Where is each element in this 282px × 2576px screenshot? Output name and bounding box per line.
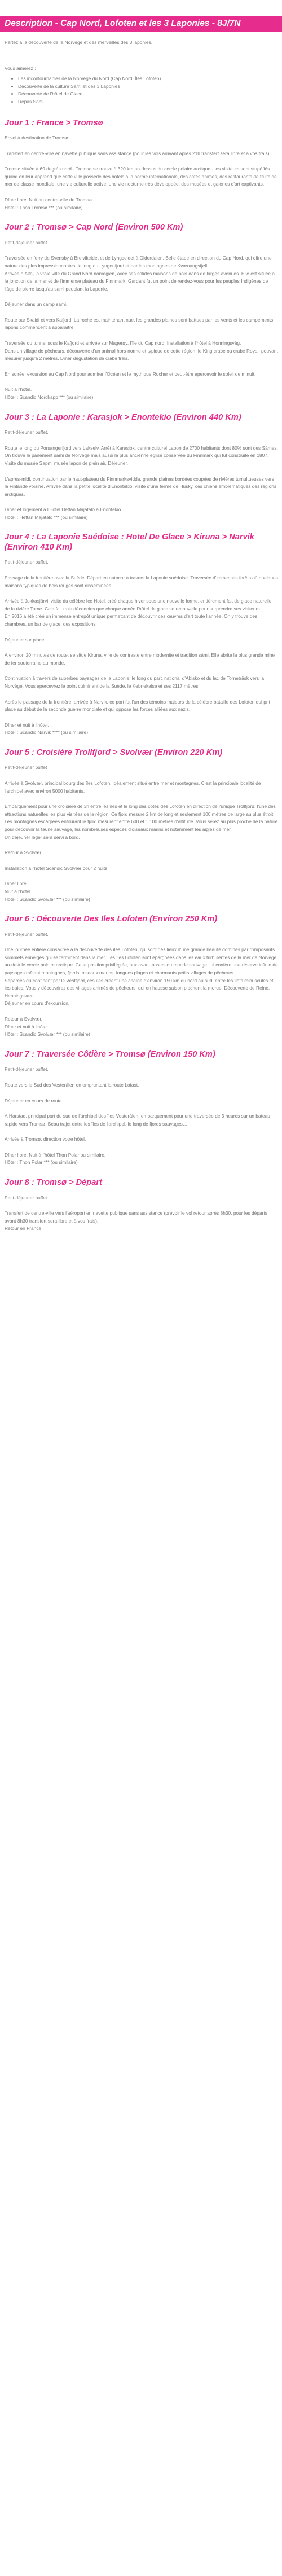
day-title: Jour 1 : France > Tromsø: [5, 118, 103, 128]
paragraph-line: Après le passage de la frontière, arrivée à Narvik, ce port fut l'un des témoins majeurs de la célèbre bataille des Lofoten qui prit place au début de la seconde guerre mondiale et qui opposa les forces alliées aux nazis.: [5, 698, 270, 713]
day-title: Jour 8 : Tromsø > Départ: [5, 1178, 102, 1188]
paragraph-line: Retour à Svolvær.: [5, 1016, 43, 1022]
paragraph-line: Embarquement pour une croisière de 3h entre les îles et le long des côtes des Lofoten en direction de l'unique Trollfjord, l'une des attractions naturelles les plus visitées de la région. Ce fjord mesure 2 km de long et seulement 100 mètres de large au plus étroit. Les montagnes escarpées entourant le fjord mesurent entre 600 et 1 100 mètres d'altitude. Vous serez au plus proche de la nature pour découvrir la faune sauvage, les nombreuses espèces d'oiseaux marins et notamment les aigles de mer.: [5, 803, 278, 833]
day-paragraph: [5, 780, 278, 795]
paragraph-line: Petit-déjeuner buffet.: [5, 931, 49, 937]
paragraph-line: Route vers le Sud des Vesterålen en empruntant la route Lofast.: [5, 1082, 139, 1088]
paragraph-line: Hôtel : Scandic Svolvær *** (ou similaire): [5, 1031, 90, 1038]
day-paragraph: [5, 865, 278, 873]
paragraph-line: Retour en France: [5, 1225, 42, 1232]
paragraph-line: À Harstad, principal port du sud de l'archipel des îles Vesterålen, embarquement pour une traversée de 3 heures sur un bateau rapide vers Tromsø. Beau trajet entre les îles de l'archipel, le long de fjords sauvages…: [5, 1113, 270, 1127]
paragraph-line: À environ 20 minutes de route, se situe Kiruna, ville de contraste entre modernité et tradition sámi. Elle abrite la plus grande mine de fer souterraine au monde.: [5, 652, 275, 666]
day-paragraph: [5, 636, 278, 644]
day-paragraph: [5, 880, 278, 903]
day-paragraph: [5, 386, 278, 401]
paragraph-line: Hôtel : Hettan Majatalo *** (ou similaire): [5, 514, 88, 520]
paragraph-line: Hôtel : Thon Polar *** (ou similaire): [5, 1159, 78, 1166]
day-paragraph: [5, 1113, 278, 1128]
day-paragraph: [5, 316, 278, 332]
paragraph-line: Séparées du continent par le Vestfjord, ces îles créent une chaîne d'environ 150 km du nord au sud, entre les îlots minuscules et les baies. Vous y découvrirez des villages animés de pêcheurs, qui en hausse saison piochent la morue. Découverte de Reine, Henningsvær…: [5, 977, 274, 999]
day-section: [5, 413, 278, 522]
day-paragraph: [5, 196, 278, 212]
day-paragraph: [5, 476, 278, 499]
day-paragraph: [5, 946, 278, 1008]
paragraph-line: Tromsø située à 69 degrés nord - Tromsø se trouve à 320 km au-dessus du cercle polaire arctique - les visiteurs sont stupéfiés quand on leur apprend que cette ville possède des hôtels à la norme internationale, des cafés animés, des restaurants de fruits de mer de classe mondiale, une vie culturelle active, une vie nocturne très développée, des musées et galeries d'art captivants.: [5, 166, 277, 187]
highlights-title: Vous aimerez :: [5, 65, 36, 71]
day-paragraph: [5, 254, 278, 293]
day-section: [5, 748, 278, 903]
paragraph-line: Traversée en ferry de Svensby à Breivikeidet et de Lyngseidet à Olderdalen. Belle étape en direction du Cap Nord, qui offre une nature des plus impressionnantes, le long du Lyngenfjord et par les montagnes de Kvænangsfjell.: [5, 255, 272, 269]
day-title: Jour 6 : Découverte Des Iles Lofoten (Environ 250 Km): [5, 915, 218, 924]
day-paragraph: [5, 506, 278, 521]
page-header: [0, 16, 282, 32]
day-title: Jour 4 : La Laponie Suédoise : Hotel De Glace > Kiruna > Narvik (Environ 410 Km): [5, 533, 254, 552]
paragraph-line: Hôtel : Thon Tromsø *** (ou similaire): [5, 204, 83, 210]
day-section: [5, 118, 278, 212]
paragraph-line: Dîner libre: [5, 881, 27, 887]
day-paragraph: [5, 301, 278, 309]
paragraph-line: Dîner libre. Nuit à l'hôtel Thon Polar ou similaire.: [5, 1151, 106, 1158]
day-section: [5, 915, 278, 1039]
highlight-item: • Repas Sami: [18, 98, 278, 106]
day-paragraph: [5, 1016, 278, 1039]
paragraph-line: Déjeuner en cours de route.: [5, 1097, 63, 1104]
paragraph-line: Petit-déjeuner buffet.: [5, 1194, 49, 1201]
itinerary-days: [5, 118, 278, 1233]
day-paragraph: [5, 150, 278, 158]
paragraph-line: Dîner et nuit à l'hôtel.: [5, 722, 49, 728]
paragraph-line: Déjeuner sur place.: [5, 636, 46, 643]
paragraph-line: Arrivée à Tromsø, direction votre hôtel.: [5, 1136, 86, 1142]
day-paragraph: [5, 1210, 278, 1233]
day-paragraph: [5, 597, 278, 628]
paragraph-line: Transfert de centre-ville vers l'aéroport en navette publique sans assistance (prévoir le vol retour après 8h30, pour les départs avant 8h30 transfert sera libre et à vos frais).: [5, 1210, 267, 1224]
paragraph-line: Passage de la frontière avec la Suède. Départ en autocar à travers la Laponie suédoise. Traversée d'immenses forêts où quelques maisons typiques de bois rouges sont disséminées.: [5, 575, 278, 588]
paragraph-line: Petit-déjeuner buffet.: [5, 239, 49, 245]
day-paragraph: [5, 429, 278, 437]
day-paragraph: [5, 1194, 278, 1202]
day-title: Jour 2 : Tromsø > Cap Nord (Environ 500 Km): [5, 223, 183, 232]
day-section: [5, 1178, 278, 1233]
intro-text: Partez à la découverte de la Norvège et des merveilles des 3 laponies.: [5, 39, 153, 45]
itinerary-content: [0, 39, 282, 1233]
paragraph-line: En soirée, excursion au Cap Nord pour admirer l'Océan et le mythique Rocher et peut-être apercevoir le soleil de minuit.: [5, 371, 256, 377]
day-paragraph: [5, 1066, 278, 1074]
day-section: [5, 223, 278, 401]
paragraph-line: Petit-déjeuner buffet: [5, 764, 47, 771]
paragraph-line: Nuit à l'hôtel.: [5, 889, 32, 894]
paragraph-line: Hôtel : Scandic Svolvær *** (ou similaire): [5, 896, 90, 902]
paragraph-line: Continuation à travers de superbes paysages de la Laponie, le long du parc national d'Abisko et du lac de Torneträsk vers la Norvège. Vous apercevrez le point culminant de la Suède, le Kebnekaise et ses 2117 mètres.: [5, 675, 265, 689]
paragraph-line: Petit-déjeuner buffet.: [5, 429, 49, 436]
day-paragraph: [5, 1082, 278, 1089]
day-paragraph: [5, 559, 278, 566]
day-title: Jour 7 : Traversée Côtière > Tromsø (Environ 150 Km): [5, 1049, 215, 1059]
day-paragraph: [5, 722, 278, 737]
paragraph-line: Route par Skaidi et vers Kafjord. La roche est maintenant nue, les grandes plaines sont battues par les vents et les campements lapons commencent à apparaître.: [5, 316, 274, 331]
paragraph-line: Nuit à l'hôtel.: [5, 386, 32, 393]
page-title: Description - Cap Nord, Lofoten et les 3 Laponies - 8J/7N: [5, 19, 241, 28]
paragraph-line: Petit-déjeuner buffet.: [5, 559, 49, 565]
paragraph-line: Hôtel : Scandic Narvik **** (ou similaire): [5, 729, 89, 736]
paragraph-line: Envol à destination de Tromsø.: [5, 135, 70, 141]
paragraph-line: Une journée entière consacrée à la découverte des îles Lofoten, qui sont des lieux d'une grande beauté dominés par d'imposants sommets enneigés qui se terminent dans la mer. Les îles Lofoten sont épargnées dans les eaux turbulentes de la mer de Norvège, au-delà le cercle polaire arctique. Cette position privilégiée, aux avant-postes du monde sauvage, lui confère une réserve infinie de paysages mêlant montagnes, fjords, oiseaux marins, longues plages et charmants petits villages de pêcheurs.: [5, 947, 278, 976]
day-paragraph: [5, 239, 278, 247]
highlight-item: • Découverte de la culture Sami et des 3 Laponies: [18, 83, 278, 91]
day-section: [5, 1050, 278, 1167]
day-paragraph: [5, 134, 278, 142]
highlight-item: • Les incontournables de la Norvège du Nord (Cap Nord, Îles Lofoten): [18, 75, 278, 83]
paragraph-line: Hôtel : Scandic Nordkapp *** (ou similaire): [5, 394, 94, 401]
paragraph-line: Dîner et nuit à l'hôtel.: [5, 1023, 49, 1030]
paragraph-line: Transfert en centre-ville en navette publique sans assistance (pour les vols arrivant après 21h transfert sera libre et à vos frais).: [5, 150, 271, 156]
day-section: [5, 533, 278, 737]
day-paragraph: [5, 675, 278, 690]
day-paragraph: [5, 445, 278, 468]
highlight-item: • Découverte de l'hôtel de Glace: [18, 90, 278, 98]
paragraph-line: Dîner et logement à l'Hôtel Hettan Majatalo à Enontekio.: [5, 507, 122, 513]
highlights-list: [5, 75, 278, 105]
day-paragraph: [5, 803, 278, 841]
day-title: Jour 3 : La Laponie : Karasjok > Enontekio (Environ 440 Km): [5, 412, 241, 422]
paragraph-line: Route le long du Porsangerfjord vers Lakselv. Arrêt à Karasjok, centre culturel Lapon de 2700 habitants dont 80% sont des Sámes. On trouve le parlement sami de Norvège mais aussi la plus ancienne église conservée du Finnmark qui fut construite en 1807. Visite du musée Sapmi musée lapon de plein air. Déjeuner.: [5, 445, 278, 466]
day-paragraph: [5, 849, 278, 857]
day-title: Jour 5 : Croisière Trollfjord > Svolvær (Environ 220 Km): [5, 748, 223, 757]
paragraph-line: Dans un village de pêcheurs, découverte d'un animal hors-norme et typique de cette région, le King crabe ou crabe Royal, pouvant mesurer jusqu'à 2 mètres. Dîner dégustation de crabe frais.: [5, 348, 278, 362]
day-paragraph: [5, 764, 278, 772]
paragraph-line: Un déjeuner léger sera servi à bord.: [5, 834, 80, 840]
paragraph-line: Arrivée à Svolvær, principal bourg des îles Lofoten, idéalement situé entre mer et montagnes. C'est la principale localité de l'archipel avec environ 5000 habitants.: [5, 780, 261, 794]
paragraph-line: Petit-déjeuner buffet.: [5, 1066, 49, 1072]
day-paragraph: [5, 652, 278, 667]
paragraph-line: En 2016 a été créé un immense entrepôt unique permettant de découvrir ces œuvres d'art toute l'année. On y trouve des chambres, un bar de glace, des expositions.: [5, 613, 258, 627]
day-paragraph: [5, 371, 278, 379]
day-paragraph: [5, 340, 278, 363]
paragraph-line: Dîner libre. Nuit au centre-ville de Tromsø.: [5, 197, 94, 203]
paragraph-line: Traversée du tunnel sous le Kafjord et arrivée sur Magerøy, l'île du Cap nord. Installation à l'hôtel à Honningsvåg.: [5, 340, 241, 346]
paragraph-line: Déjeuner dans un camp sami.: [5, 301, 68, 307]
day-paragraph: [5, 1136, 278, 1144]
paragraph-line: Déjeuner en cours d'excursion.: [5, 1000, 70, 1006]
day-paragraph: [5, 698, 278, 714]
paragraph-line: L'après-midi, continuation par le haut-plateau du Finnmarksvidda, grande plaines bordées coupées de rivières tumultueuses vers la Finlande voisine. Arrivée dans la petite localité d'Enontekiö, visite d'une ferme de Husky, ces chiens emblématiques des régions arctiques.: [5, 476, 277, 497]
paragraph-line: Retour à Svolvær: [5, 850, 42, 856]
paragraph-line: Arrivée à Alta, la vraie ville du Grand Nord norvégien, avec ses solides maisons de bois dans de larges avenues. Elle est située à la jonction de la mer et de l'immense plateau du Finnmark. Gardant fut un point de rendez-vous pour les peuples Indigènes de l'âge de pierre jusqu'au sami peuplant la Laponie.: [5, 270, 275, 292]
day-paragraph: [5, 165, 278, 188]
paragraph-line: Arrivée à Jukkasjärvi, visite du célèbre Ice Hotel, créé chaque hiver sous une nouvelle forme, entièrement fait de glace naturelle de la rivière Torne. Cela fait trois décennies que chaque année l'hôtel de glace se renouvelle pour surprendre ses visiteurs.: [5, 598, 272, 612]
day-paragraph: [5, 1097, 278, 1105]
day-paragraph: [5, 931, 278, 939]
paragraph-line: Installation à l'hôtel Scandic Svolvær pour 2 nuits.: [5, 865, 109, 871]
day-paragraph: [5, 574, 278, 590]
day-paragraph: [5, 1151, 278, 1167]
